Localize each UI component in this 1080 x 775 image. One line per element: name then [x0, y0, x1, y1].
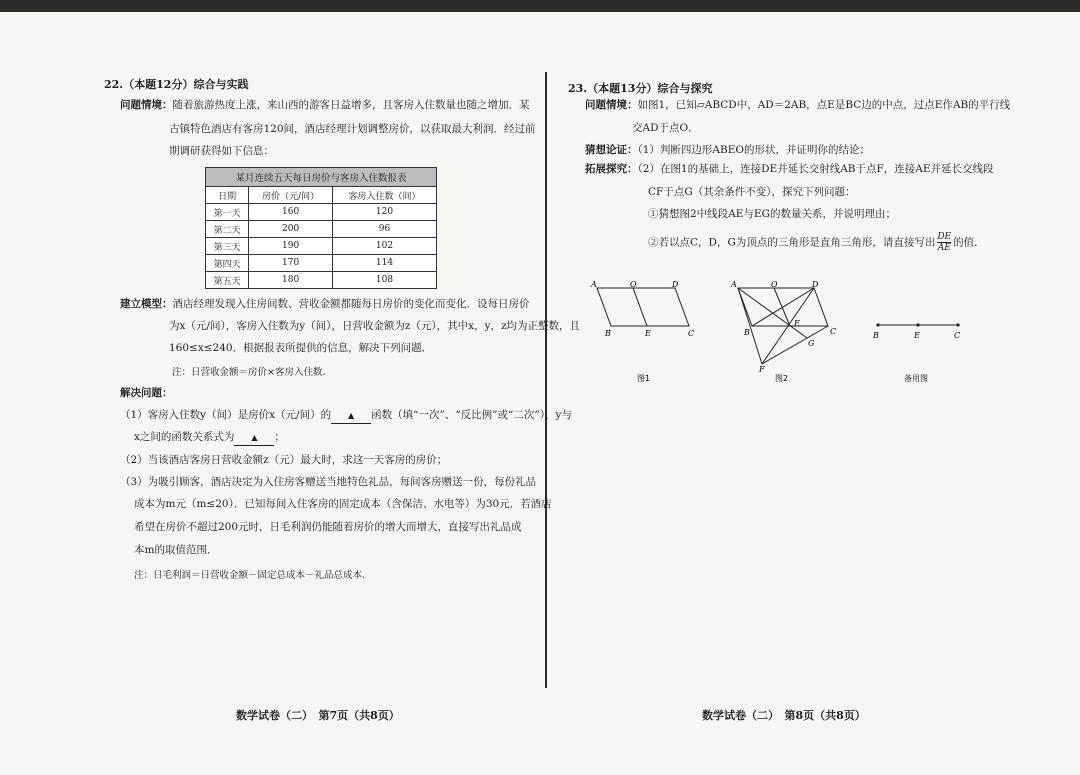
- label-d: D: [672, 280, 679, 289]
- q23-guess-line: [585, 143, 870, 157]
- q22-intro-line-1: [120, 98, 530, 112]
- q22-part-1-text-d: ；: [274, 431, 285, 443]
- q22-model-line-1: [120, 297, 530, 311]
- label-e: E: [645, 329, 651, 338]
- table-cell: 108: [332, 272, 436, 289]
- table-cell: 120: [332, 204, 436, 221]
- q22-model-label: 建立模型：: [120, 298, 173, 310]
- table-cell: 190: [249, 238, 333, 255]
- segment-oe: [633, 288, 647, 326]
- q23-intro-label: 问题情境：: [585, 99, 638, 111]
- table-caption: 某月连续五天每日房价与客房入住数报表: [205, 167, 437, 186]
- q23-guess-text: （1）判断四边形ABEO的形状，并证明你的结论；: [637, 144, 871, 156]
- label-e: E: [794, 319, 800, 328]
- table-row: [206, 238, 437, 255]
- figure-1-caption: 图1: [637, 374, 651, 383]
- label-c: C: [954, 331, 961, 340]
- q23-ext-line-2: CF于点G（其余条件不变），探究下列问题：: [648, 186, 856, 198]
- q23-ext-text-4a: ②若以点C，D，G为顶点的三角形是直角三角形，请直接写出: [648, 236, 936, 249]
- q22-intro-line-2: 古镇特色酒店有客房120间，酒店经理计划调整房价，以获取最大利润．经过前: [169, 123, 536, 135]
- q22-model-line-2: 为x（元/间），客房入住数为y（间），日营收金额为z（元），其中x，y，z均为正整数，且: [169, 320, 581, 332]
- figure-1: [585, 280, 705, 390]
- answer-blank: [234, 430, 274, 446]
- q22-intro-text-1: 随着旅游热度上涨，来山西的游客日益增多，且客房入住数量也随之增加．某: [172, 99, 530, 111]
- q23-guess-label: 猜想论证：: [585, 144, 638, 156]
- footer-page-8: 数学试卷（二） 第8页（共8页）: [702, 709, 866, 722]
- q22-model-line-3: 160≤x≤240．根据报表所提供的信息，解决下列问题．: [169, 342, 433, 354]
- footer-page-7: 数学试卷（二） 第7页（共8页）: [236, 709, 400, 722]
- point-b: [876, 323, 879, 326]
- q22-intro-line-3: 期调研获得如下信息：: [169, 145, 274, 157]
- figure-2-caption: 图2: [775, 374, 789, 383]
- table-row: [206, 221, 437, 238]
- q23-ext-line-4: [648, 232, 985, 253]
- q23-ext-text-4b: 的值．: [953, 236, 985, 249]
- q22-part-3-line-1: （3）为吸引顾客，酒店决定为入住房客赠送当地特色礼品，每间客房赠送一份，每份礼品: [120, 476, 537, 488]
- table-row: [206, 255, 437, 272]
- figure-2: [728, 280, 848, 390]
- scan-edge: [0, 0, 1080, 12]
- q23-intro-line-1: [585, 98, 1010, 112]
- table-cell: 第二天: [206, 221, 249, 238]
- parallelogram-abcd: [597, 288, 689, 326]
- page-divider: [545, 72, 547, 688]
- label-c: C: [830, 327, 837, 336]
- spare-figure: [870, 280, 980, 390]
- label-a: A: [591, 280, 597, 289]
- q22-part-2: （2）当该酒店客房日营收金额z（元）最大时，求这一天客房的房价；: [120, 454, 448, 466]
- fraction-denominator: AE: [937, 243, 951, 253]
- table-cell: 114: [332, 255, 436, 272]
- q22-part-1-line-1: [120, 408, 572, 424]
- fraction-numerator: DE: [937, 232, 952, 242]
- table-cell: 第三天: [206, 238, 249, 255]
- table-header-row: [206, 187, 437, 204]
- q22-part-1-text-b: 函数（填“一次”、“反比例”或“二次”），y与: [371, 409, 572, 421]
- label-e: E: [914, 331, 920, 340]
- point-c: [956, 323, 959, 326]
- q23-title: 23.（本题13分）综合与探究: [568, 82, 713, 95]
- label-a: A: [731, 280, 737, 289]
- label-c: C: [688, 329, 695, 338]
- table-row: [206, 272, 437, 289]
- label-o: O: [771, 280, 778, 289]
- fraction-de-over-ae: [937, 232, 951, 253]
- table-cell: 第四天: [206, 255, 249, 272]
- price-occupancy-table: [205, 167, 437, 289]
- q23-intro-line-2: 交AD于点O．: [632, 122, 699, 134]
- segment-cf: [762, 326, 828, 364]
- point-e: [916, 323, 919, 326]
- table-header: 日期: [206, 187, 249, 204]
- q23-ext-line-1: [585, 162, 994, 176]
- label-d: D: [812, 280, 819, 289]
- q22-part-3-line-2: 成本为m元（m≤20）．已知每间入住客房的固定成本（含保洁、水电等）为30元．若酒店: [134, 498, 552, 510]
- table-cell: 200: [249, 221, 333, 238]
- q22-title: 22.（本题12分）综合与实践: [104, 78, 249, 91]
- q23-ext-text-1: （2）在图1的基础上，连接DE并延长交射线AB于点F，连接AE并延长交线段: [637, 163, 994, 175]
- blank-triangle-icon: ▲: [348, 411, 355, 420]
- table-cell: 第五天: [206, 272, 249, 289]
- q23-ext-line-3: ①猜想图2中线段AE与EG的数量关系，并说明理由；: [648, 208, 896, 220]
- q22-part-1-line-2: [134, 430, 285, 446]
- table-cell: 170: [249, 255, 333, 272]
- q22-note-1: 注：日营收金额＝房价×客房入住数．: [172, 367, 332, 378]
- label-o: O: [630, 280, 637, 289]
- table-cell: 180: [249, 272, 333, 289]
- table-header: 客房入住数（间）: [332, 187, 436, 204]
- answer-blank: [331, 408, 371, 424]
- q22-intro-label: 问题情境：: [120, 99, 173, 111]
- blank-triangle-icon: ▲: [251, 433, 258, 442]
- table-cell: 102: [332, 238, 436, 255]
- q22-part-1-text-c: x之间的函数关系式为: [134, 431, 235, 443]
- table-cell: 96: [332, 221, 436, 238]
- table-row: [206, 204, 437, 221]
- spare-figure-caption: 备用图: [904, 374, 928, 383]
- table-cell: 第一天: [206, 204, 249, 221]
- label-f: F: [759, 365, 765, 374]
- q22-note-2: 注：日毛利润＝日营收金额－固定总成本－礼品总成本．: [134, 570, 372, 581]
- label-b: B: [873, 331, 879, 340]
- label-b: B: [605, 329, 611, 338]
- q22-part-3-line-3: 希望在房价不超过200元时，日毛利润仍能随着房价的增大而增大，直接写出礼品成: [134, 521, 522, 533]
- label-b: B: [744, 328, 750, 337]
- table-cell: 160: [249, 204, 333, 221]
- q23-ext-label: 拓展探究：: [585, 163, 638, 175]
- q23-intro-text-1: 如图1，已知▱ABCD中，AD＝2AB，点E是BC边的中点，过点E作AB的平行线: [637, 99, 1011, 111]
- label-g: G: [808, 339, 815, 348]
- table-header: 房价（元/间）: [249, 187, 333, 204]
- q22-part-1-text-a: （1）客房入住数y（间）是房价x（元/间）的: [120, 409, 332, 421]
- q22-model-text-1: 酒店经理发现入住房间数、营收金额都随每日房价的变化而变化．设每日房价: [172, 298, 530, 310]
- q22-part-3-line-4: 本m的取值范围．: [134, 544, 218, 556]
- q22-solve-label: 解决问题：: [120, 387, 173, 399]
